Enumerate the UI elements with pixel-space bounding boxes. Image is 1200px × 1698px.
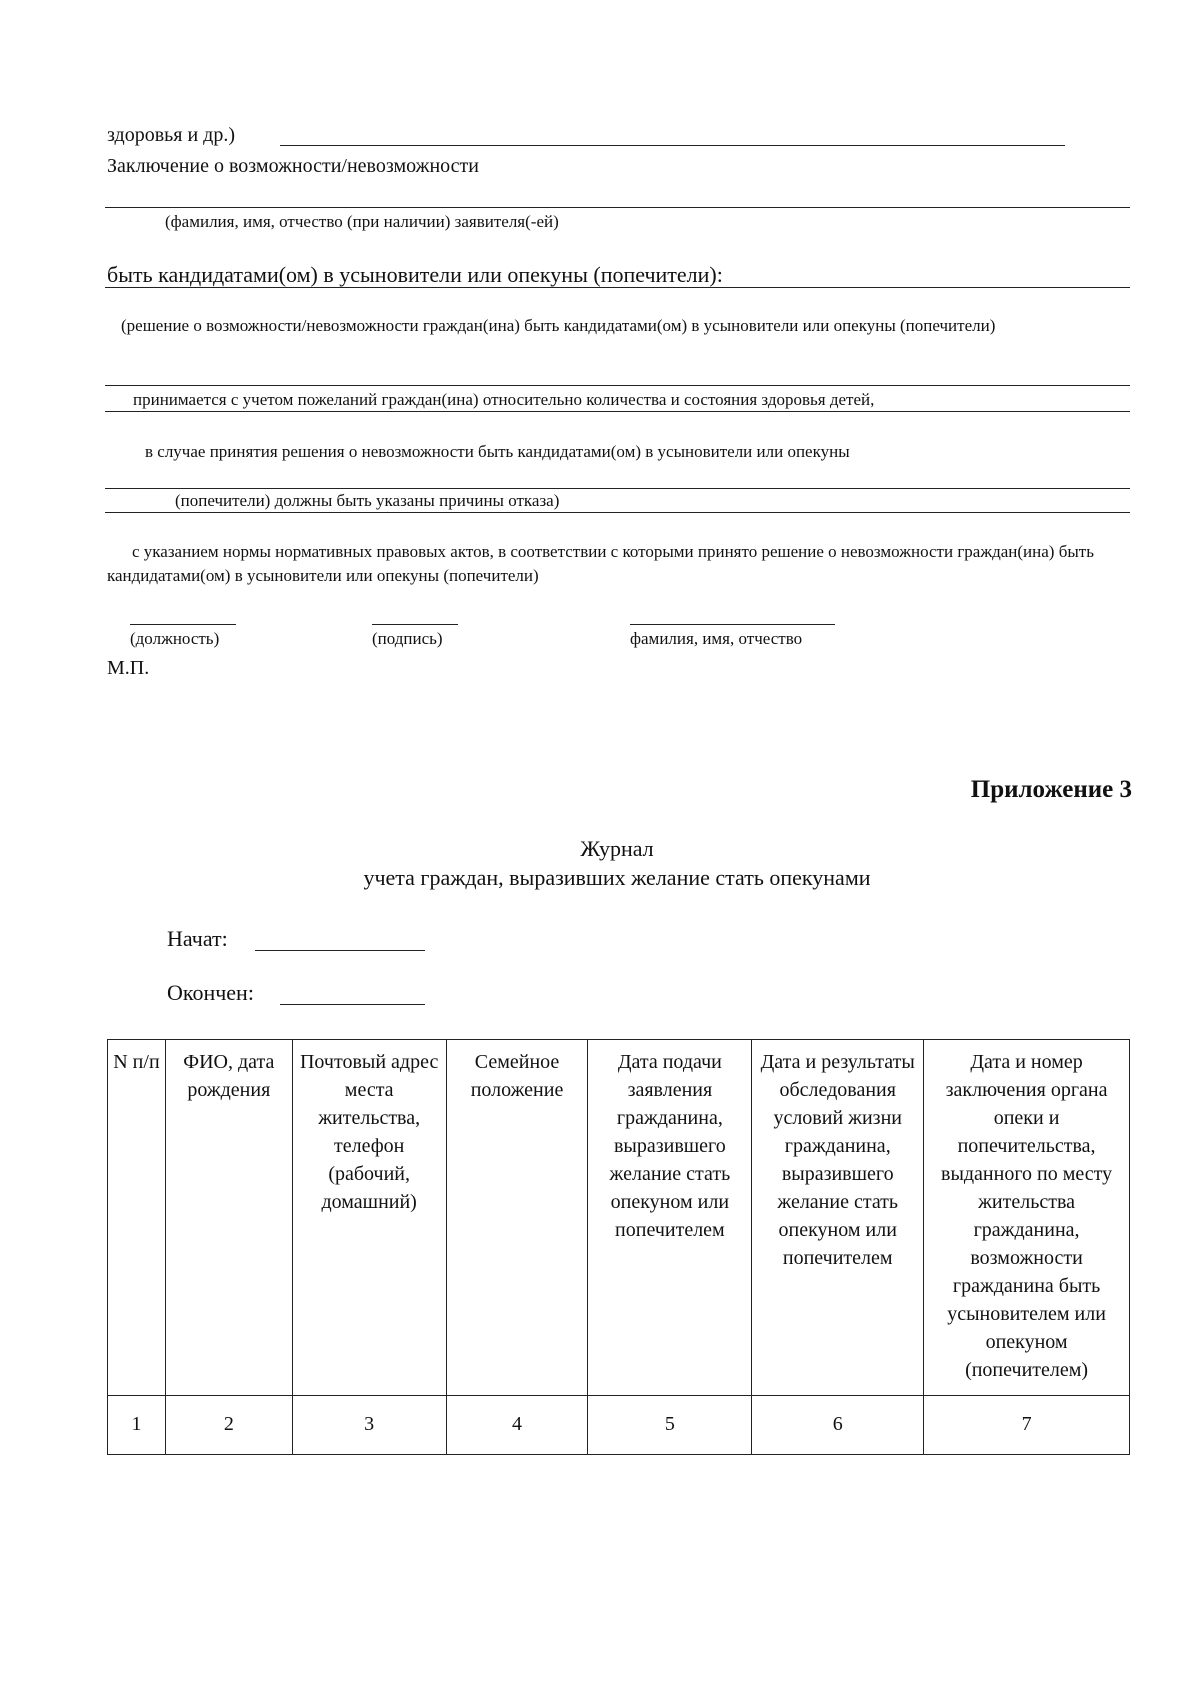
started-label: Начат:: [167, 926, 228, 951]
table-row: [108, 1396, 1130, 1455]
header-inspection-results: Дата и результаты обследования условий жизни гражданина, выразившего желание стать опекуном или попечителем: [752, 1040, 924, 1396]
header-number: N п/п: [108, 1040, 166, 1396]
wishes-hint: принимается с учетом пожеланий граждан(ина) относительно количества и состояния здоровья детей,: [133, 390, 875, 409]
stamp-label: М.П.: [107, 657, 150, 679]
name-fill-line: [630, 624, 835, 625]
journal-table: [107, 1039, 1130, 1455]
applicant-fill-line: [105, 207, 1130, 208]
candidates-underline: [105, 287, 1130, 288]
health-fill-line: [280, 145, 1065, 146]
column-number-cell: 6: [752, 1396, 924, 1455]
refusal-fill-line: [105, 488, 1130, 489]
started-fill-line: [255, 950, 425, 951]
reasons-fill-line: [105, 512, 1130, 513]
refusal-case-hint: в случае принятия решения о невозможности быть кандидатами(ом) в усыновители или опекуны: [145, 442, 850, 461]
column-number-cell: 3: [292, 1396, 446, 1455]
applicant-hint: (фамилия, имя, отчество (при наличии) заявителя(-ей): [165, 212, 559, 231]
be-candidates-text: быть кандидатами(ом) в усыновители или опекуны (попечители):: [107, 262, 723, 287]
header-address: Почтовый адрес места жительства, телефон (рабочий, домашний): [292, 1040, 446, 1396]
health-line-label: здоровья и др.): [107, 124, 236, 146]
column-number-cell: 1: [108, 1396, 166, 1455]
name-caption: фамилия, имя, отчество: [630, 629, 803, 648]
signature-fill-line: [372, 624, 458, 625]
column-number-cell: 2: [165, 1396, 292, 1455]
header-marital-status: Семейное положение: [446, 1040, 588, 1396]
conclusion-heading: Заключение о возможности/невозможности: [107, 155, 479, 177]
column-number-cell: 5: [588, 1396, 752, 1455]
column-number-cell: 7: [924, 1396, 1130, 1455]
wishes-fill-line: [105, 411, 1130, 412]
column-number-cell: 4: [446, 1396, 588, 1455]
header-conclusion: Дата и номер заключения органа опеки и попечительства, выданного по месту жительства гражданина, возможности гражданина быть усыновителем или опекуном (попечителем): [924, 1040, 1130, 1396]
table-header-row: [108, 1040, 1130, 1396]
journal-title: Журнал: [580, 836, 654, 861]
decision-hint: (решение о возможности/невозможности граждан(ина) быть кандидатами(ом) в усыновители или опекуны (попечители): [121, 316, 996, 335]
position-fill-line: [130, 624, 236, 625]
finished-fill-line: [280, 1004, 425, 1005]
norms-hint: с указанием нормы нормативных правовых актов, в соответствии с которыми принято решение о невозможности граждан(ина) быть кандидатами(ом) в усыновители или опекуны (попечители): [107, 542, 1094, 585]
header-application-date: Дата подачи заявления гражданина, выразившего желание стать опекуном или попечителем: [588, 1040, 752, 1396]
appendix-label: Приложение 3: [970, 776, 1132, 803]
journal-subtitle: учета граждан, выразивших желание стать опекунами: [363, 865, 871, 890]
header-full-name: ФИО, дата рождения: [165, 1040, 292, 1396]
decision-fill-line: [105, 385, 1130, 386]
signature-caption: (подпись): [372, 629, 443, 648]
finished-label: Окончен:: [167, 980, 254, 1005]
refusal-reasons-hint: (попечители) должны быть указаны причины отказа): [175, 491, 560, 510]
position-caption: (должность): [130, 629, 220, 648]
